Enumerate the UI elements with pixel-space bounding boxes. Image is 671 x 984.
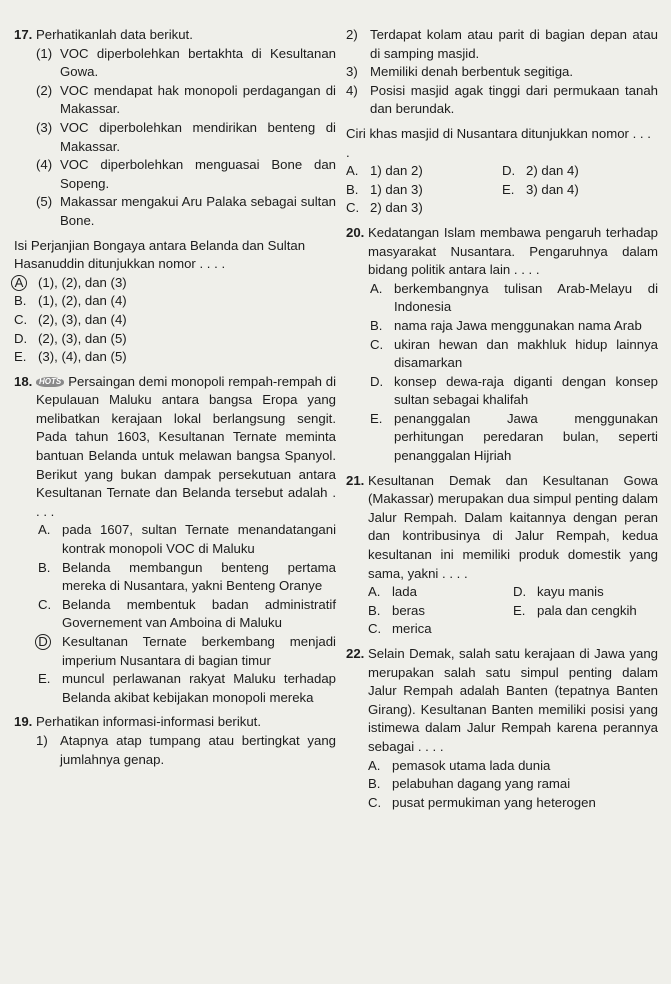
statement-item: (3) VOC diperbolehkan mendirikan benteng di Makassar.	[36, 119, 336, 154]
statement-item: 4) Posisi masjid agak tinggi dari permukaan tanah dan berundak.	[346, 82, 658, 117]
answer-option[interactable]: E. muncul perlawanan rakyat Maluku terhadap Belanda akibat kebijakan monopoli mereka	[38, 671, 336, 705]
answer-option[interactable]: B. Belanda membangun benteng pertama mereka di Nusantara, yakni Benteng Oranye	[38, 559, 336, 594]
answer-option[interactable]: C. merica	[368, 621, 432, 637]
question-number: 22.	[346, 646, 365, 661]
question-22	[346, 645, 658, 812]
question-20	[346, 224, 658, 466]
answer-option[interactable]: D. 2) dan 4)	[502, 163, 579, 179]
question-17	[14, 26, 336, 367]
answer-option[interactable]: A. 1) dan 2)	[346, 163, 423, 179]
question-number: 20.	[346, 224, 365, 240]
answer-option[interactable]: A. lada	[368, 584, 417, 600]
answer-option[interactable]: B. beras	[368, 602, 425, 618]
answer-option[interactable]: A (1), (2), dan (3)	[14, 274, 336, 293]
answer-mark-circle: D	[35, 634, 51, 650]
question-text: Kedatangan Islam membawa pengaruh terhadap masyarakat Nusantara. Pengaruhnya dalam bidang politik antara lain . . . .	[368, 224, 658, 278]
answer-option[interactable]: D. (2), (3), dan (5)	[14, 330, 127, 346]
answer-option[interactable]: E. penanggalan Jawa menggunakan perhitungan peredaran bulan, seperti penanggalan Hijriah	[370, 410, 658, 464]
answer-option[interactable]: B. pelabuhan dagang yang ramai	[368, 776, 571, 792]
question-intro: Perhatikanlah data berikut.	[36, 27, 193, 42]
hots-badge-icon: HOTS	[36, 377, 64, 387]
answer-option[interactable]: D. kayu manis	[513, 584, 604, 600]
question-text: Ciri khas masjid di Nusantara ditunjukkan nomor . . . .	[346, 125, 651, 160]
answer-option[interactable]: B. 1) dan 3)	[346, 181, 423, 197]
answer-option[interactable]: D. konsep dewa-raja diganti dengan konsep sultan sebagai khalifah	[370, 373, 658, 408]
left-column	[14, 26, 336, 775]
answer-option[interactable]: C. ukiran hewan dan makhluk hidup lainnya disamarkan	[370, 336, 658, 371]
question-number: 18.	[14, 373, 33, 389]
question-number: 19.	[14, 714, 33, 730]
statement-item: 1) Atapnya atap tumpang atau bertingkat yang jumlahnya genap.	[36, 732, 336, 767]
answer-option[interactable]: B. (1), (2), dan (4)	[14, 293, 127, 309]
answer-mark-circle: A	[11, 275, 27, 291]
answer-option[interactable]: E. 3) dan 4)	[502, 181, 579, 197]
question-19-continued	[346, 26, 658, 218]
question-text: Selain Demak, salah satu kerajaan di Jawa yang merupakan salah satu simpul penting dalam Jalur Rempah adalah Banten (tepatnya Banten Girang). Kesultanan Banten memiliki posisi yang istimewa dalam Jalur Rempah karena perannya sebagai . . . .	[368, 646, 658, 754]
question-text: HOTS Persaingan demi monopoli rempah-rempah di Kepulauan Maluku antara bangsa Eropa yang melibatkan kerajaan lokal berlangsung sengit. Pada tahun 1603, Kesultanan Ternate meminta bantuan Belanda untuk melawan bangsa Spanyol. Berikut yang bukan dampak persekutuan antara Kesultanan Ternate dan Belanda tersebut adalah . . . .	[36, 373, 336, 519]
answer-option[interactable]: D Kesultanan Ternate berkembang menjadi imperium Nusantara di bagian timur	[38, 633, 336, 670]
question-19	[14, 713, 336, 769]
answer-option[interactable]: A. berkembangnya tulisan Arab-Melayu di Indonesia	[370, 280, 658, 315]
answer-option[interactable]: C. pusat permukiman yang heterogen	[368, 794, 596, 810]
answer-option[interactable]: C. Belanda membentuk badan administratif Governement van Amboina di Maluku	[38, 596, 336, 631]
statement-item: (5) Makassar mengakui Aru Palaka sebagai sultan Bone.	[36, 194, 336, 228]
answer-option[interactable]: C. (2), (3), dan (4)	[14, 311, 127, 327]
question-text: Kesultanan Demak dan Kesultanan Gowa (Makassar) merupakan dua simpul penting dalam Jalur Rempah. Dalam kaitannya dengan peran dan kontribusinya di Jalur Rempah, kedua kesultanan ini memiliki produk domestik yang sama, yakni . . . .	[368, 472, 658, 581]
answer-option[interactable]: E. pala dan cengkih	[513, 602, 637, 618]
statement-item: (4) VOC diperbolehkan menguasai Bone dan Sopeng.	[36, 157, 336, 191]
answer-option[interactable]: E. (3), (4), dan (5)	[14, 349, 127, 365]
question-number: 17.	[14, 27, 33, 42]
statement-item: 2) Terdapat kolam atau parit di bagian depan atau di samping masjid.	[346, 27, 658, 61]
statement-item: 3) Memiliki denah berbentuk segitiga.	[346, 64, 574, 80]
answer-option[interactable]: C. 2) dan 3)	[346, 200, 423, 216]
question-21	[346, 472, 658, 639]
question-text: Isi Perjanjian Bongaya antara Belanda dan Sultan Hasanuddin ditunjukkan nomor . . . .	[14, 237, 306, 272]
statement-item: (1) VOC diperbolehkan bertakhta di Kesultanan Gowa.	[36, 45, 336, 80]
answer-option[interactable]: A. pada 1607, sultan Ternate menandatangani kontrak monopoli VOC di Maluku	[38, 522, 336, 557]
question-18	[14, 373, 336, 708]
answer-option[interactable]: A. pemasok utama lada dunia	[368, 757, 551, 773]
right-column	[346, 26, 658, 818]
statement-item: (2) VOC mendapat hak monopoli perdagangan di Makassar.	[36, 82, 336, 117]
question-number: 21.	[346, 472, 365, 488]
question-intro: Perhatikan informasi-informasi berikut.	[36, 714, 262, 730]
answer-option[interactable]: B. nama raja Jawa menggunakan nama Arab	[370, 317, 642, 333]
